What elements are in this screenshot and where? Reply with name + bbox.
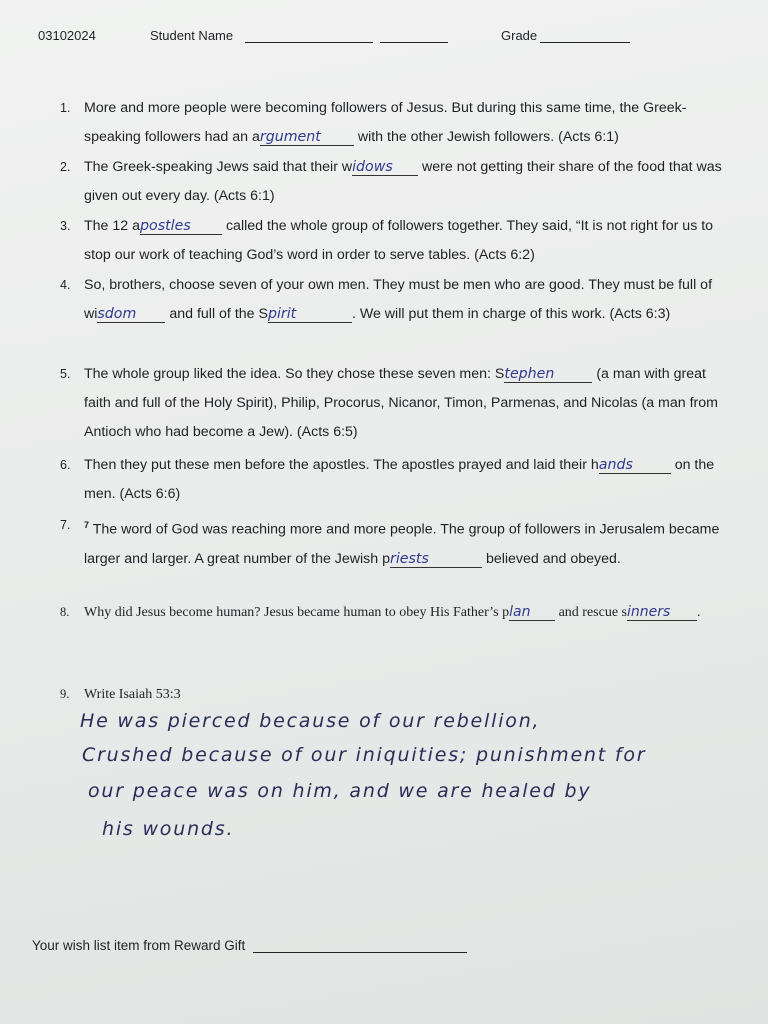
question-text: and full of the S xyxy=(165,306,268,322)
answer-line: our peace was on him, and we are healed by xyxy=(88,780,592,802)
handwritten-answer[interactable] xyxy=(80,710,720,852)
question-9 xyxy=(60,680,725,709)
answer-blank-2[interactable]: inners xyxy=(627,604,697,621)
question-text: . We will put them in charge of this work. (Acts 6:3) xyxy=(351,306,671,322)
question-number: 1. xyxy=(60,101,71,115)
question-4 xyxy=(60,271,725,329)
question-text: The 12 a xyxy=(84,218,141,234)
question-number: 2. xyxy=(60,160,71,174)
question-text: Why did Jesus become human? Jesus became human to obey His Father’s p xyxy=(84,605,510,620)
question-text: with the other Jewish followers. (Acts 6:1) xyxy=(353,129,619,145)
question-text: More and more people were becoming followers of Jesus. But during this same time, the Greek-speaking followers had an a xyxy=(84,100,687,145)
question-3 xyxy=(60,212,725,270)
question-number: 8. xyxy=(60,605,70,619)
answer-blank[interactable]: sdom xyxy=(97,306,165,323)
answer-line: Crushed because of our iniquities; punishment for xyxy=(82,744,647,766)
question-number: 6. xyxy=(60,458,71,472)
answer-blank[interactable]: riests xyxy=(390,551,482,568)
grade-label: Grade xyxy=(501,28,538,43)
question-text: called the whole group of followers together. They said, “It is not right for us to stop our work of teaching God’s word in order to serve tables. (Acts 6:2) xyxy=(84,218,714,263)
answer-line: He was pierced because of our rebellion, xyxy=(80,710,541,732)
student-name-line-2[interactable] xyxy=(380,28,448,43)
question-text: and rescue s xyxy=(555,605,628,620)
question-5 xyxy=(60,360,725,447)
answer-blank[interactable]: rgument xyxy=(260,129,354,146)
question-text: were not getting their share of the food that was given out every day. (Acts 6:1) xyxy=(84,159,722,204)
answer-blank[interactable]: ands xyxy=(599,457,671,474)
grade-line[interactable] xyxy=(540,28,630,43)
question-number: 9. xyxy=(60,687,70,701)
student-name-line[interactable] xyxy=(245,28,373,43)
question-text: So, brothers, choose seven of your own men. They must be men who are good. They must be full of wi xyxy=(84,277,713,322)
question-number: 7. xyxy=(60,518,71,532)
student-name-label: Student Name xyxy=(150,28,234,43)
answer-blank[interactable]: tephen xyxy=(504,366,592,383)
question-text: Then they put these men before the apostles. The apostles prayed and laid their h xyxy=(84,457,599,473)
question-text: (a man with great faith and full of the Holy Spirit), Philip, Procorus, Nicanor, Timon, Parmenas, and Nicolas (a man from Antioch who had become a Jew). (Acts 6:5) xyxy=(84,366,718,440)
wishlist-label: Your wish list item from Reward Gift xyxy=(32,938,246,953)
answer-blank-2[interactable]: pirit xyxy=(268,306,352,323)
question-text: on the men. (Acts 6:6) xyxy=(84,457,715,502)
question-text: . xyxy=(697,605,701,620)
question-number: 5. xyxy=(60,367,71,381)
question-7 xyxy=(60,511,725,574)
question-6 xyxy=(60,451,725,509)
answer-blank[interactable]: postles xyxy=(140,218,222,235)
question-8 xyxy=(60,598,725,627)
question-text: believed and obeyed. xyxy=(482,550,621,567)
answer-line: his wounds. xyxy=(102,818,235,840)
worksheet-header xyxy=(38,28,748,52)
wishlist-line[interactable] xyxy=(253,938,467,953)
question-text: Write Isaiah 53:3 xyxy=(84,687,181,702)
question-text: The word of God was reaching more and more people. The group of followers in Jerusalem became larger and larger. A great number of the Jewish p xyxy=(84,521,720,567)
worksheet-code: 03102024 xyxy=(38,28,96,43)
question-number: 4. xyxy=(60,278,71,292)
question-2 xyxy=(60,153,725,211)
answer-blank[interactable]: lan xyxy=(509,604,555,621)
answer-blank[interactable]: idows xyxy=(352,159,418,176)
question-1 xyxy=(60,94,725,152)
question-text: The whole group liked the idea. So they chose these seven men: S xyxy=(84,366,505,382)
wishlist-footer xyxy=(32,938,467,953)
verse-number: 7 xyxy=(84,520,90,530)
question-text: The Greek-speaking Jews said that their w xyxy=(84,159,353,175)
question-number: 3. xyxy=(60,219,71,233)
